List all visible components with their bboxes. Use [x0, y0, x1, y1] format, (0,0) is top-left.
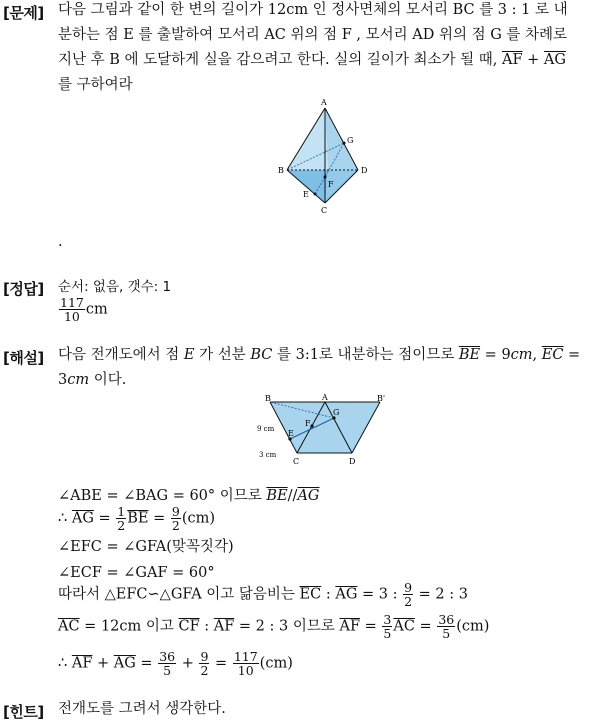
answer-order-count: 순서: 없음, 갯수: 1: [58, 279, 172, 295]
label-a: A: [321, 98, 327, 107]
explanation-math-7: ∴ $\overline{AF} + \overline{AG}$ = $\frac{36}{5}$ + $\frac{9}{2}$ = $\frac{117}{10}$ (cm): [58, 649, 293, 678]
segment-ag: $\overline{AG}$: [543, 52, 566, 68]
problem-dot: .: [58, 234, 63, 250]
explanation-label: [해설]: [3, 349, 44, 367]
problem-label: [문제]: [3, 4, 44, 22]
label-g: G: [347, 136, 354, 145]
answer-value: $\frac{117}{10}$ cm: [60, 295, 108, 324]
explanation-math-6: $\overline{AC} = 12cm$ 이고 $\overline{CF}$ : $\overline{AF} = 2$ : 3 이므로 $\overline{AF}$ = $\frac{3}{5}$ $\overline{AC}$ = $\frac{36}{5}$ (cm): [58, 612, 490, 641]
label-b: B: [278, 166, 284, 175]
net-point-f: [310, 424, 313, 427]
net-label-g: G: [333, 408, 340, 417]
label-d: D: [361, 166, 368, 175]
net-label-b: B: [265, 394, 271, 403]
net-label-d: D: [349, 457, 356, 466]
net-label-b-prime: B': [377, 394, 386, 403]
tetrahedron-figure: [275, 95, 375, 220]
problem-line-4: 를 구하여라: [58, 77, 133, 93]
problem-line-2: 분하는 점 E 를 출발하여 모서리 AC 위의 점 F , 모서리 AD 위의 점 G 를 차례로: [58, 27, 568, 43]
label-e: E: [303, 190, 309, 199]
net-label-f: F: [305, 419, 311, 428]
answer-fraction: $\frac{117}{10}$: [60, 295, 84, 324]
segment-af: $\overline{AF}$: [501, 52, 523, 68]
net-diagram: [255, 392, 395, 472]
problem-line-1: 다음 그림과 같이 한 변의 길이가 12cm 인 정사면체의 모서리 BC 를 3 : 1 로 내: [58, 2, 568, 18]
explanation-math-3: ∠EFC = ∠GFA(맞꼭짓각): [58, 539, 234, 555]
net-fill: [270, 402, 380, 453]
hint-label: [힌트]: [3, 703, 44, 721]
answer-label: [정답]: [3, 280, 44, 298]
label-f: F: [328, 180, 334, 189]
explanation-math-1: ∠ABE = ∠BAG = 60° 이므로 $\overline{BE}//\overline{AG}$: [58, 488, 320, 504]
problem-line-3: 지난 후 B 에 도달하게 실을 감으려고 한다. 실의 길이가 최소가 될 때, $\overline{AF} + \overline{AG}$: [58, 52, 566, 68]
point-g: [343, 142, 346, 145]
net-label-e: E: [288, 429, 294, 438]
point-f: [324, 176, 327, 179]
explanation-math-4: ∠ECF = ∠GAF = 60°: [58, 565, 215, 581]
net-length-9cm: 9 cm: [257, 425, 275, 433]
net-label-a: A: [322, 393, 328, 402]
point-e: [314, 193, 317, 196]
hint-text: 전개도를 그려서 생각한다.: [58, 701, 226, 717]
explanation-line-2: 3cm 이다.: [58, 372, 127, 388]
explanation-math-5: 따라서 △EFC∽△GFA 이고 닮음비는 $\overline{EC}$ : $\overline{AG} = 3$ : $\frac{9}{2}$ = 2 : 3: [58, 580, 468, 609]
explanation-line-1: 다음 전개도에서 점 E 가 선분 BC 를 3:1로 내분하는 점이므로 $\overline{BE} = 9cm$, $\overline{EC}$ =: [58, 347, 581, 363]
net-label-c: C: [293, 457, 300, 466]
label-c: C: [321, 206, 328, 215]
net-length-3cm: 3 cm: [259, 451, 277, 459]
explanation-math-2: ∴ $\overline{AG}$ = $\frac{1}{2}$ $\overline{BE}$ = $\frac{9}{2}$ (cm): [58, 504, 215, 533]
